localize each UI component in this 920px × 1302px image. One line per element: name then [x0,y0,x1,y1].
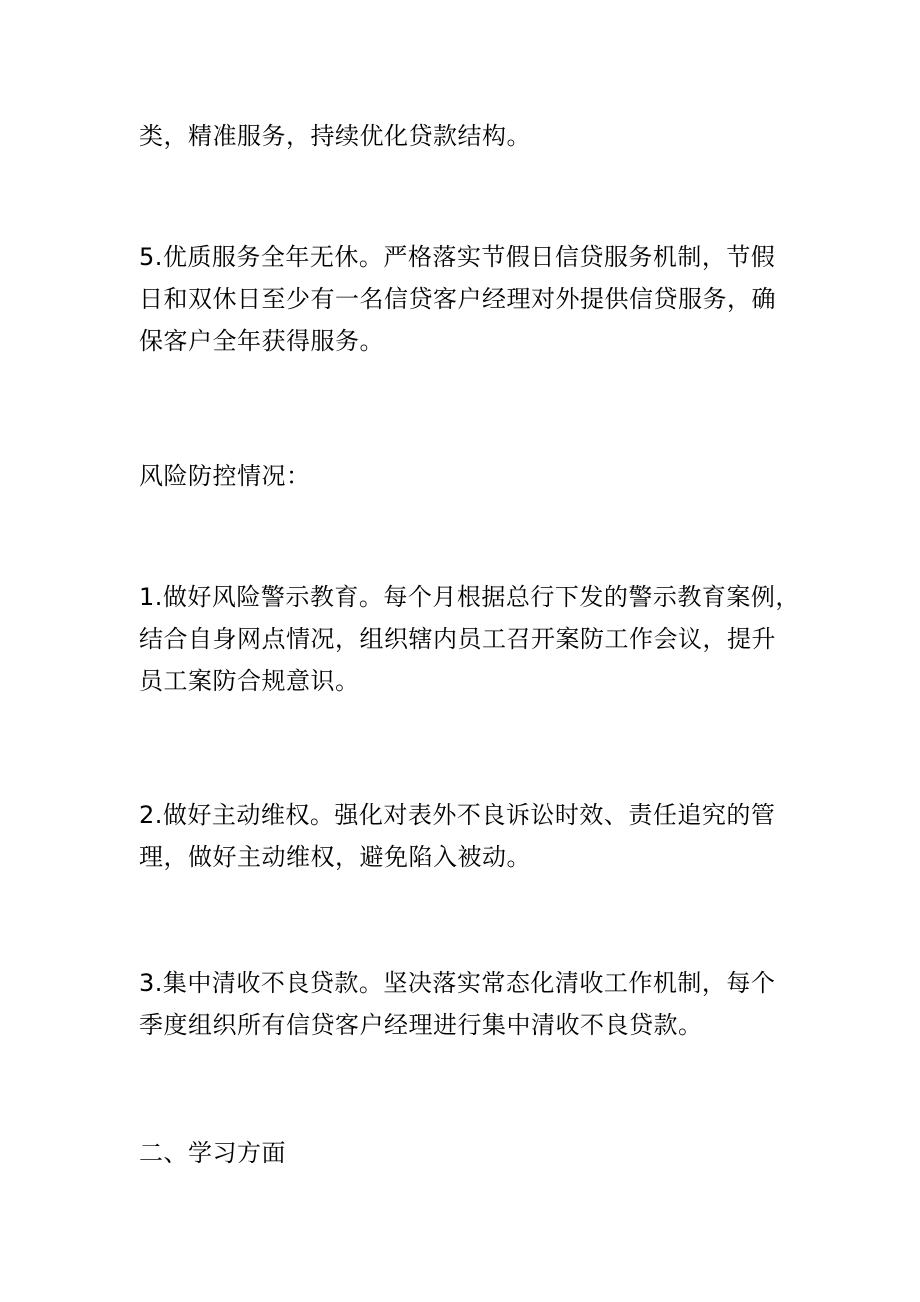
paragraph-loan-structure [139,115,789,157]
text-line: 季度组织所有信贷客户经理进行集中清收不良贷款。 [139,1011,703,1039]
text-line: 1.做好风险警示教育。每个月根据总行下发的警示教育案例， [139,583,800,611]
text-line: 5.优质服务全年无休。严格落实节假日信贷服务机制，节假 [139,243,776,271]
text-line: 理，做好主动维权，避免陷入被动。 [139,843,531,871]
text-line: 二、学习方面 [139,1139,286,1167]
text-line: 结合自身网点情况，组织辖内员工召开案防工作会议，提升 [139,625,776,653]
paragraph-risk-warning-education [139,576,800,702]
section-heading-study [139,1132,789,1174]
text-line: 类，精准服务，持续优化贷款结构。 [139,122,531,150]
text-line: 2.做好主动维权。强化对表外不良诉讼时效、责任追究的管 [139,801,776,829]
paragraph-active-rights-protection [139,794,789,878]
paragraph-service-all-year [139,236,789,362]
text-line: 保客户全年获得服务。 [139,327,384,355]
text-line: 风险防控情况： [139,462,311,490]
text-line: 员工案防合规意识。 [139,667,360,695]
text-line: 3.集中清收不良贷款。坚决落实常态化清收工作机制，每个 [139,969,776,997]
text-line: 日和双休日至少有一名信贷客户经理对外提供信贷服务，确 [139,285,776,313]
paragraph-bad-loan-collection [139,962,789,1046]
section-heading-risk-control [139,455,789,497]
